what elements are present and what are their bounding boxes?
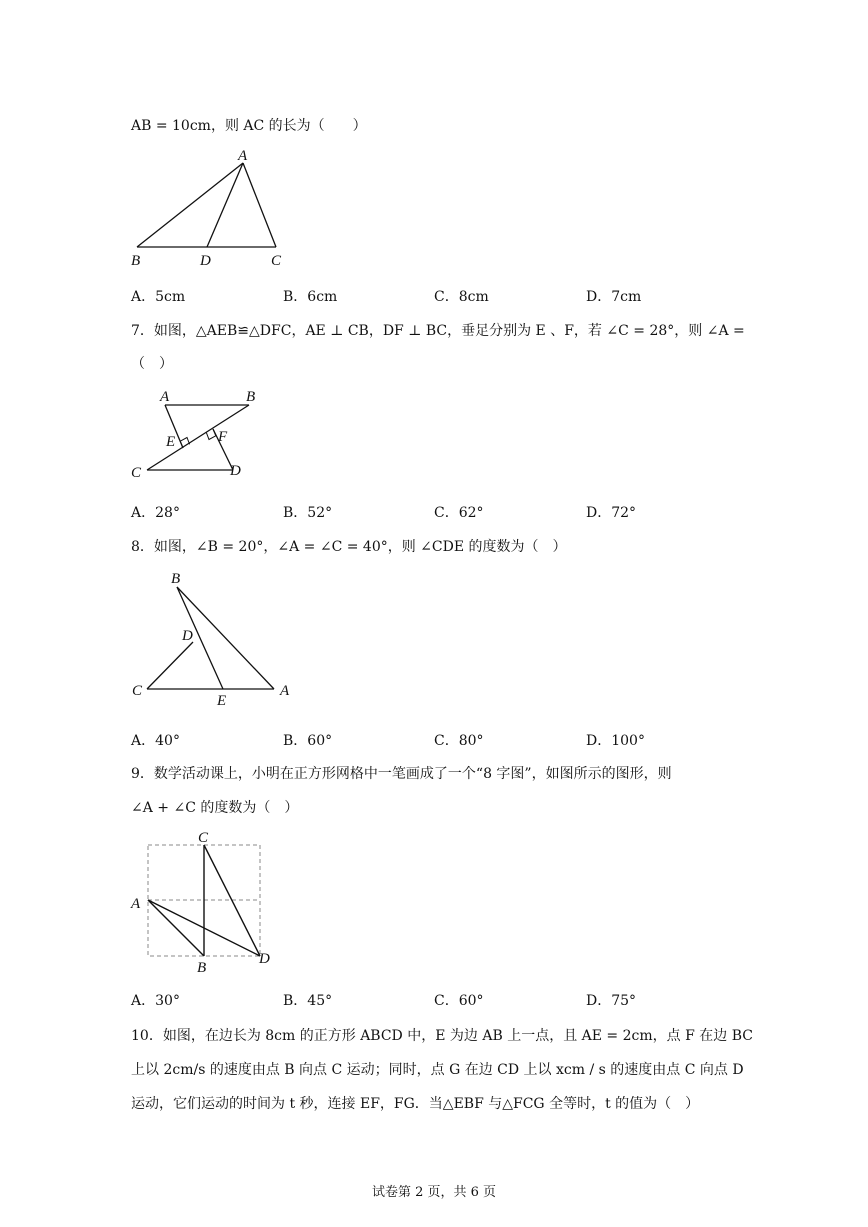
q6-label-c: C (271, 253, 282, 269)
q9-option-c: C．60° (434, 993, 484, 1009)
q8-option-d: D．100° (586, 733, 645, 749)
q9-figure (125, 825, 285, 975)
q6-option-d: D．7cm (586, 289, 642, 305)
q8-label-d: D (182, 628, 193, 644)
q9-label-d: D (259, 951, 270, 967)
q6-stem-tail: AB = 10cm，则 AC 的长为（ ） (131, 118, 367, 134)
q7-label-c: C (131, 465, 142, 481)
q7-label-a: A (160, 389, 170, 405)
q9-option-d: D．75° (586, 993, 637, 1009)
q7-seg-cb (147, 405, 249, 470)
q9-stem-line1: 9．数学活动课上，小明在正方形网格中一笔画成了一个“8 字图”，如图所示的图形，则 (131, 766, 672, 782)
q9-label-a: A (131, 896, 141, 912)
q7-option-c: C．62° (434, 505, 484, 521)
q10-line2: 上以 2cm/s 的速度由点 B 向点 C 运动；同时，点 G 在边 CD 上以 xcm / s 的速度由点 C 向点 D (131, 1062, 744, 1078)
q7-label-f: F (218, 429, 228, 445)
q6-option-c: C．8cm (434, 289, 489, 305)
q6-seg-ac (243, 163, 276, 247)
q9-seg-ab (148, 900, 204, 956)
q9-label-b: B (197, 960, 207, 976)
q7-label-e: E (166, 434, 176, 450)
q7-stem-line1: 7．如图，△AEB≌△DFC，AE ⊥ CB，DF ⊥ BC，垂足分别为 E 、F，若 ∠C = 28°，则 ∠A = (131, 323, 745, 339)
q7-stem-line2: （ ） (131, 356, 173, 372)
q6-label-d: D (200, 253, 211, 269)
q8-option-b: B．60° (283, 733, 333, 749)
q6-label-a: A (238, 148, 248, 164)
q8-label-a: A (280, 683, 290, 699)
q7-option-d: D．72° (586, 505, 637, 521)
q7-label-d: D (230, 463, 241, 479)
page-footer: 试卷第 2 页，共 6 页 (371, 1185, 497, 1200)
q6-figure (125, 143, 295, 273)
q7-figure (125, 383, 275, 483)
q6-option-a: A．5cm (131, 289, 186, 305)
q7-option-b: B．52° (283, 505, 333, 521)
q6-label-b: B (131, 253, 141, 269)
q9-option-a: A．30° (131, 993, 180, 1009)
q8-option-c: C．80° (434, 733, 484, 749)
q8-stem: 8．如图，∠B = 20°，∠A = ∠C = 40°，则 ∠CDE 的度数为（ ） (131, 539, 567, 555)
q6-seg-ba (137, 163, 243, 247)
q9-option-b: B．45° (283, 993, 333, 1009)
q7-label-b: B (246, 389, 256, 405)
q6-seg-ad (207, 163, 243, 247)
q9-stem-line2: ∠A + ∠C 的度数为（ ） (131, 800, 299, 816)
q10-line1: 10．如图，在边长为 8cm 的正方形 ABCD 中，E 为边 AB 上一点，且 AE = 2cm，点 F 在边 BC (131, 1028, 753, 1044)
q7-option-a: A．28° (131, 505, 180, 521)
q8-label-e: E (217, 693, 227, 709)
q6-option-b: B．6cm (283, 289, 338, 305)
q8-label-b: B (171, 571, 181, 587)
q8-figure (125, 565, 305, 710)
q8-option-a: A．40° (131, 733, 180, 749)
q8-seg-cd (147, 642, 193, 689)
q10-line3: 运动，它们运动的时间为 t 秒，连接 EF，FG．当△EBF 与△FCG 全等时，t 的值为（ ） (131, 1096, 700, 1112)
q8-label-c: C (132, 683, 143, 699)
q9-label-c: C (198, 830, 209, 846)
